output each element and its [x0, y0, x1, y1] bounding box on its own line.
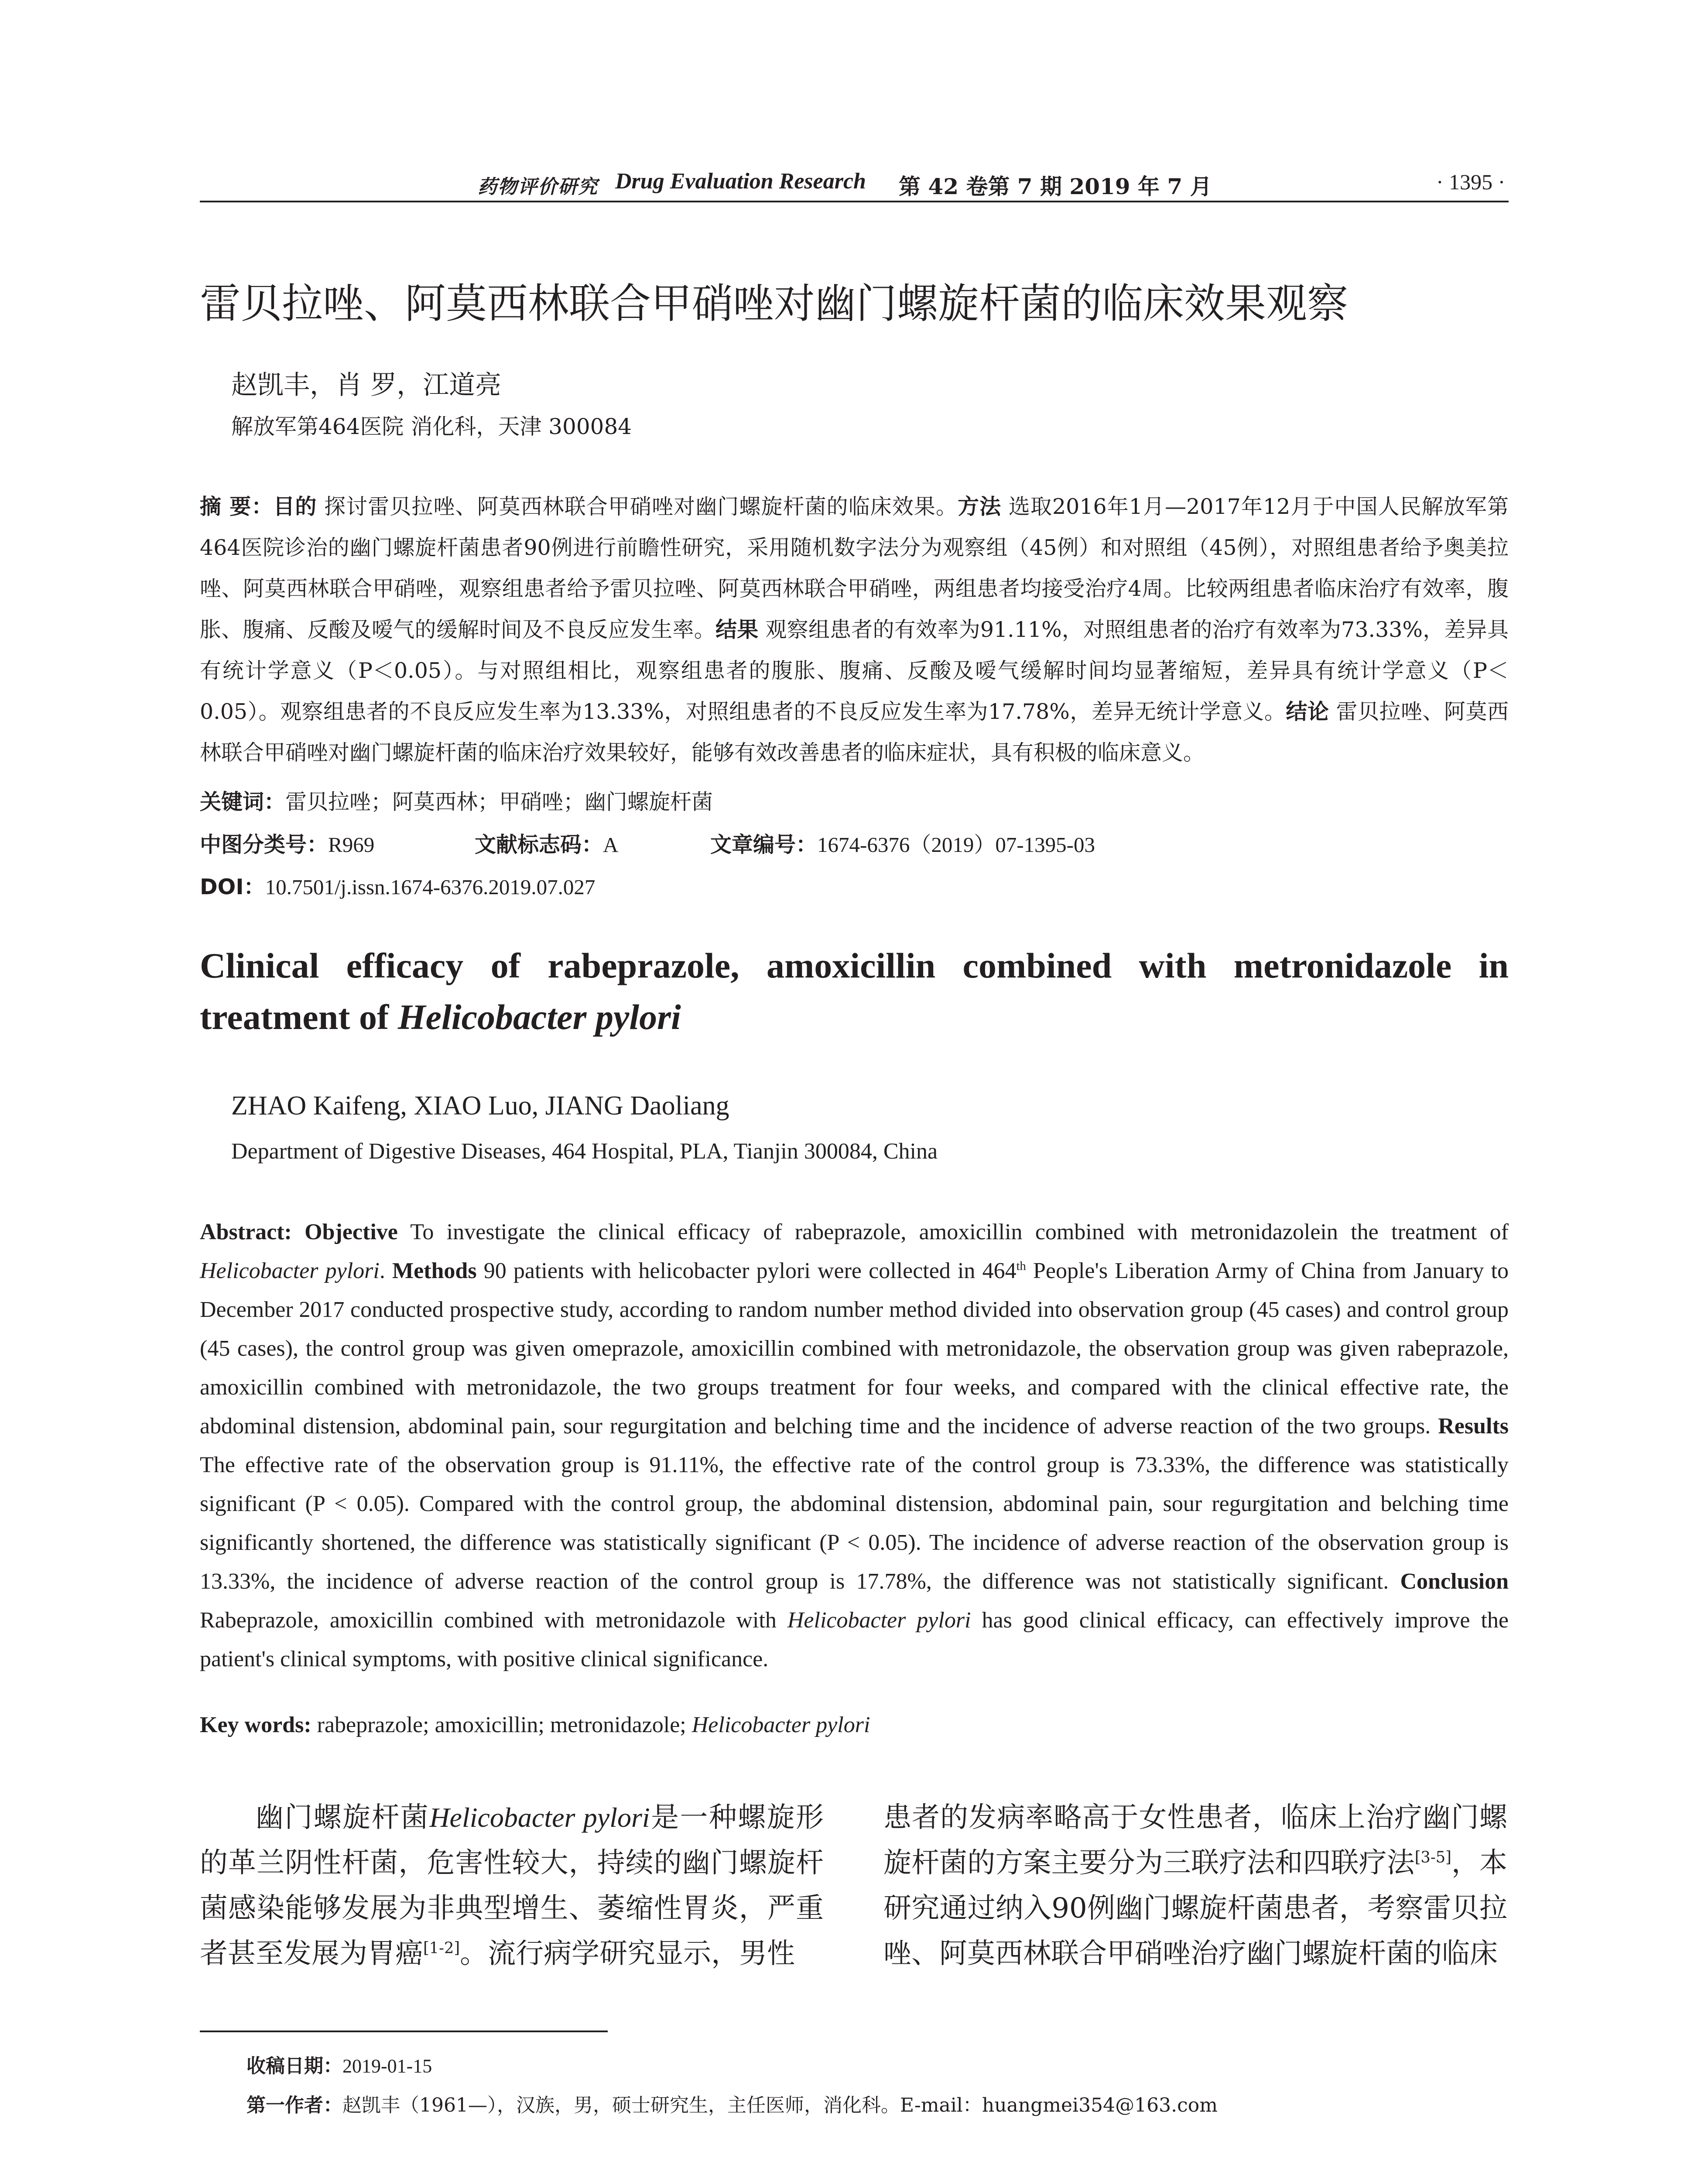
doi-label: DOI：: [200, 875, 265, 899]
en-methods-sup: th: [1016, 1259, 1026, 1273]
journal-logo: 药物评价研究: [478, 176, 598, 198]
cn-keywords-text: 雷贝拉唑；阿莫西林；甲硝唑；幽门螺旋杆菌: [285, 790, 713, 814]
cn-keywords: [200, 785, 713, 816]
footnote-first-author: [246, 2089, 1218, 2117]
en-abstract: [200, 1213, 1509, 1678]
en-objective-text: To investigate the clinical efficacy of rabeprazole, amoxicillin combined with metronidazolein the treatment of: [397, 1220, 1509, 1244]
cn-results-label: 结果: [715, 617, 759, 642]
en-results-text: The effective rate of the observation group is 91.11%, the effective rate of the control group is 73.33%, the difference was statistically significant (P < 0.05). Compared with the control group, the abdominal distension, abdominal pain, sour regurgitation and belching time significantly shortened, the difference was statistically significant (P < 0.05). The incidence of adverse reaction of the observation group is 13.33%, the incidence of adverse reaction of the control group is 17.78%, the difference was not statistically significant.: [200, 1453, 1509, 1594]
cn-keywords-label: 关键词：: [200, 790, 286, 814]
cn-authors: 赵凯丰，肖 罗，江道亮: [231, 370, 502, 400]
page-number: · 1395 ·: [1436, 170, 1506, 194]
cn-objective-label: 目的: [273, 494, 317, 519]
body-left-b: 是一种螺旋形的革兰阴性杆菌，危害性较大，持续的幽门螺旋杆菌感染能够发展为非典型增生、萎缩性胃炎，严重者甚至发展为胃癌: [200, 1802, 824, 1970]
clc-label: 中图分类号：: [200, 832, 329, 857]
body-left-ref: [1-2]: [423, 1939, 460, 1957]
footnote-received: [246, 2050, 432, 2078]
en-keywords-text: rabeprazole; amoxicillin; metronidazole;: [311, 1713, 692, 1737]
first-author-value: 赵凯丰（1961—），汉族，男，硕士研究生，主任医师，消化科。E-mail：huangmei354@163.com: [342, 2094, 1218, 2116]
body-right-column: [883, 1795, 1507, 1976]
cn-conclusion-label: 结论: [1286, 699, 1329, 724]
cn-abstract: [200, 486, 1509, 773]
header-rule: [200, 201, 1509, 202]
body-right-a: 患者的发病率略高于女性患者，临床上治疗幽门螺旋杆菌的方案主要分为三联疗法和四联疗法: [883, 1802, 1507, 1879]
journal-issue: 第 42 卷第 7 期 2019 年 7 月: [899, 174, 1212, 199]
en-conclusion-label: Conclusion: [1400, 1569, 1509, 1594]
en-methods-label: Methods: [392, 1258, 477, 1283]
body-left-c: 。流行病学研究显示，男性: [460, 1938, 795, 1970]
en-title-italic: Helicobacter pylori: [397, 997, 681, 1037]
en-methods-text-b: People's Liberation Army of China from January to December 2017 conducted prospective study, according to random number method divided into observation group (45 cases) and control group (45 cases), the control group was given omeprazole, amoxicillin combined with metronidazole, the observation group was given rabeprazole, amoxicillin combined with metronidazole, the two groups treatment for four weeks, and compared with the clinical effective rate, the abdominal distension, abdominal pain, sour regurgitation and belching time and the incidence of adverse reaction of the two groups.: [200, 1258, 1509, 1439]
en-abstract-label: Abstract:: [200, 1220, 292, 1244]
doc-code-label: 文献标志码：: [475, 832, 603, 857]
cn-conclusion-text: 雷贝拉唑、阿莫西林联合甲硝唑对幽门螺旋杆菌的临床治疗效果较好，能够有效改善患者的临床症状，具有积极的临床意义。: [200, 699, 1509, 765]
cn-abstract-label: 摘 要：: [200, 494, 274, 519]
cn-results-text: 观察组患者的有效率为91.11%，对照组患者的治疗有效率为73.33%，差异具有统计学意义（P＜0.05）。与对照组相比，观察组患者的腹胀、腹痛、反酸及嗳气缓解时间均显著缩短，差异具有统计学意义（P＜0.05）。观察组患者的不良反应发生率为13.33%，对照组患者的不良反应发生率为17.78%，差异无统计学意义。: [200, 617, 1509, 724]
cn-methods-text: 选取2016年1月—2017年12月于中国人民解放军第464医院诊治的幽门螺旋杆菌患者90例进行前瞻性研究，采用随机数字法分为观察组（45例）和对照组（45例），对照组患者给予奥美拉唑、阿莫西林联合甲硝唑，观察组患者给予雷贝拉唑、阿莫西林联合甲硝唑，两组患者均接受治疗4周。比较两组患者临床治疗有效率，腹胀、腹痛、反酸及嗳气的缓解时间及不良反应发生率。: [200, 494, 1509, 642]
article-no-label: 文章编号：: [710, 832, 818, 857]
doi-line: [200, 870, 595, 901]
received-value: 2019-01-15: [342, 2055, 432, 2077]
en-affiliation: Department of Digestive Diseases, 464 Hospital, PLA, Tianjin 300084, China: [231, 1139, 938, 1164]
cn-affiliation: 解放军第464医院 消化科，天津 300084: [231, 414, 632, 439]
en-methods-text-a: 90 patients with helicobacter pylori were collected in 464: [476, 1258, 1017, 1283]
en-title-text: Clinical efficacy of rabeprazole, amoxicillin combined with metronidazole in treatment of: [200, 946, 1509, 1037]
footnote-rule: [200, 2031, 608, 2032]
en-objective-italic: Helicobacter pylori: [200, 1258, 380, 1283]
en-conclusion-italic: Helicobacter pylori: [787, 1608, 971, 1633]
en-objective-label: Objective: [305, 1220, 398, 1244]
clc-value: R969: [328, 833, 375, 857]
en-keywords-italic: Helicobacter pylori: [691, 1713, 870, 1737]
en-authors: ZHAO Kaifeng, XIAO Luo, JIANG Daoliang: [231, 1091, 729, 1121]
en-conclusion-text-a: Rabeprazole, amoxicillin combined with metronidazole with: [200, 1608, 787, 1633]
en-keywords-label: Key words:: [200, 1713, 311, 1737]
body-left-column: [200, 1795, 824, 1976]
received-label: 收稿日期：: [246, 2055, 342, 2077]
en-keywords: [200, 1712, 870, 1738]
body-right-b: ，本研究通过纳入90例幽门螺旋杆菌患者，考察雷贝拉唑、阿莫西林联合甲硝唑治疗幽门螺旋杆菌的临床: [883, 1847, 1508, 1970]
en-title: [200, 940, 1509, 1043]
cn-objective-text: 探讨雷贝拉唑、阿莫西林联合甲硝唑对幽门螺旋杆菌的临床效果。: [317, 494, 958, 519]
en-objective-end: .: [379, 1258, 392, 1283]
cn-methods-label: 方法: [958, 494, 1002, 519]
journal-name: Drug Evaluation Research: [615, 169, 866, 194]
body-left-italic: Helicobacter pylori: [429, 1802, 650, 1833]
en-conclusion-text-b: has good clinical efficacy, can effectively improve the patient's clinical symptoms, with positive clinical significance.: [200, 1608, 1509, 1672]
doc-code-value: A: [603, 833, 619, 857]
cn-title: 雷贝拉唑、阿莫西林联合甲硝唑对幽门螺旋杆菌的临床效果观察: [200, 280, 1349, 328]
doi-value: 10.7501/j.issn.1674-6376.2019.07.027: [265, 875, 596, 899]
body-right-ref: [3-5]: [1414, 1848, 1451, 1866]
first-author-label: 第一作者：: [246, 2094, 342, 2116]
en-results-label: Results: [1438, 1414, 1509, 1439]
article-no-value: 1674-6376（2019）07-1395-03: [817, 833, 1095, 857]
body-left-a: 幽门螺旋杆菌: [256, 1802, 430, 1834]
